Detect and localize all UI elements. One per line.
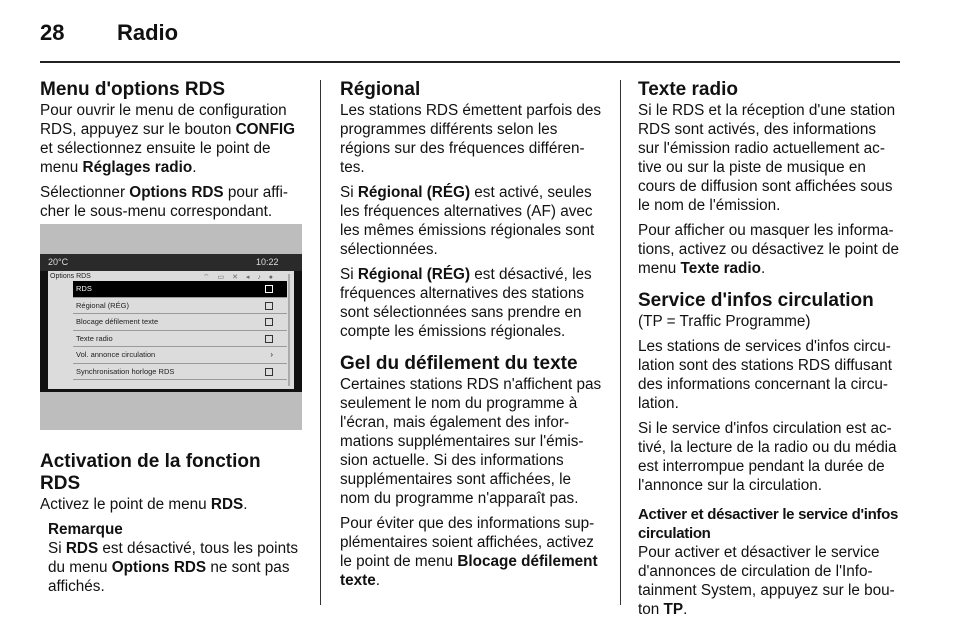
menu-item-label: Régional (RÉG) [76,300,129,310]
text: Si [48,540,62,557]
paragraph-regional-1: Les stations RDS émettent parfois des programmes différents selon les régions sur des fréquences différen-tes. [340,102,602,176]
status-icons: ⌔ ▭ ✕ ◂ ♪ ● [203,274,277,281]
column-3 [638,79,900,625]
tp-button-ref: TP [663,601,684,618]
column-divider-1 [320,80,321,605]
page-title: Radio [117,20,179,45]
paragraph-service-2: Si le service d'infos circulation est ac-tivé, la lecture de la radio ou du média est interrompue pendant la durée de l'annonce sur la circulation. [638,420,897,494]
checkbox-icon [265,368,273,376]
text: pour affi-cher le sous-menu correspondant. [40,184,288,220]
clock-readout: 10:22 [256,257,279,267]
checkbox-icon [265,318,273,326]
menu-item-label: Synchronisation horloge RDS [76,366,175,376]
paragraph-select-options [40,183,302,221]
page-number: 28 [40,20,65,45]
column-1-lower [40,451,302,596]
heading-service: Service d'infos circulation [638,290,874,311]
text: Pour ouvrir le menu de configuration RDS, appuyez sur le bouton [40,102,287,138]
scrollbar[interactable] [288,274,290,386]
column-2 [340,79,602,596]
options-rds-ref: Options RDS [129,184,224,201]
menu-item-vol-annonce[interactable] [73,347,287,364]
checkbox-icon [265,302,273,310]
text: Si [340,184,354,201]
remark-block [40,520,302,596]
temperature-readout: 20°C [48,257,69,267]
paragraph-gel-2: Pour éviter que des informations sup-plémentaires soient affichées, activez le point de menu Blocage défilement texte. [340,515,598,589]
rds-ref: RDS [65,540,99,557]
header-rule [40,61,900,63]
paragraph-activer: Pour activer et désactiver le service d'annonces de circulation de l'Info-tainment System, appuyez sur le bou-ton TP. [638,544,895,618]
column-divider-2 [620,80,621,605]
checkbox-icon [265,285,273,293]
menu-item-label: RDS [76,284,92,293]
heading-texte-radio: Texte radio [638,79,738,100]
text: est désactivé, les fréquences alternatives des stations sont sélectionnées sans prendre en compte les émissions régionales. [340,266,592,340]
config-button-ref: CONFIG [235,121,296,138]
options-panel [48,271,294,389]
text: Sélectionner [40,184,126,201]
paragraph-regional-3 [340,265,602,341]
paragraph-texte-1: Si le RDS et la réception d'une station RDS sont activés, des informations sur l'émission radio actuellement ac-tive ou sur la piste de musique en cours de diffusion sont affichées sous le nom de l'émission. [638,102,896,214]
text: est activé, seules les fréquences alternatives (AF) avec les mêmes émissions régionales sont sélectionnées. [340,184,595,258]
menu-item-texte-radio[interactable] [73,331,287,348]
menu-item-blocage[interactable] [73,314,287,331]
remark-text [48,539,302,596]
menu-item-synchro[interactable] [73,364,287,381]
regional-ref: Régional (RÉG) [357,266,471,283]
checkbox-icon [265,335,273,343]
column-1 [40,79,302,227]
chevron-right-icon: › [270,350,273,359]
paragraph-open-menu: Pour ouvrir le menu de configuration RDS, appuyez sur le bouton CONFIG et sélectionnez ensuite le point de menu Réglages radio. [40,102,296,176]
blocage-ref: Blocage défilement texte [340,553,598,589]
text: Si [340,266,354,283]
paragraph-regional-2 [340,183,602,259]
texte-radio-ref: Texte radio [680,260,761,277]
paragraph-service-1: Les stations de services d'infos circu-lation sont des stations RDS diffusant des informations concernant la circu-lation. [638,338,892,412]
options-rds-ref: Options RDS [111,559,207,576]
text: Pour afficher ou masquer les informa-tions, activez ou désactivez le point de menu [638,222,900,277]
remark-title: Remarque [48,521,123,538]
infotainment-screen [40,254,302,392]
rds-ref: RDS [210,496,244,513]
paragraph-tp: (TP = Traffic Programme) [638,313,811,330]
heading-gel: Gel du défilement du texte [340,353,578,374]
reglages-radio-ref: Réglages radio [82,159,193,176]
menu-item-label: Blocage défilement texte [76,317,159,326]
paragraph-texte-2: Pour afficher ou masquer les informa-tions, activez ou désactivez le point de menu Texte radio. [638,222,900,277]
heading-activation: Activation de la fonction RDS [40,451,261,494]
paragraph-gel-1: Certaines stations RDS n'affichent pas seulement le nom du programme à l'écran, mais également des infor-mations supplémentaires sur l'émis-sion actuelle. Si des informations supplémentaires sont affichées, le nom du programme n'apparaît pas. [340,376,602,507]
menu-item-label: Vol. annonce circulation [76,350,156,359]
regional-ref: Régional (RÉG) [357,184,471,201]
heading-activer: Activer et désactiver le service d'infos circulation [638,506,899,542]
heading-menu-options: Menu d'options RDS [40,79,225,100]
menu-item-rds[interactable] [73,281,287,298]
text: Pour activer et désactiver le service d'annonces de circulation de l'Info-tainment System, appuyez sur le bou-ton [638,544,895,618]
status-bar [40,254,302,271]
text: et sélectionnez ensuite le point de menu [40,140,271,176]
panel-title: Options RDS [50,273,91,280]
rds-menu [73,281,287,380]
heading-regional: Régional [340,79,421,100]
text: ne sont pas affichés. [48,559,290,595]
paragraph-activate: Activez le point de menu RDS. [40,496,248,513]
screen-figure [40,224,302,430]
text: Activez le point de menu [40,496,207,513]
text: Pour éviter que des informations sup-plémentaires soient affichées, activez le point de menu [340,515,595,570]
text: est désactivé, tous les points du menu [48,540,298,576]
menu-item-label: Texte radio [76,333,113,343]
menu-item-regional[interactable] [73,298,287,315]
